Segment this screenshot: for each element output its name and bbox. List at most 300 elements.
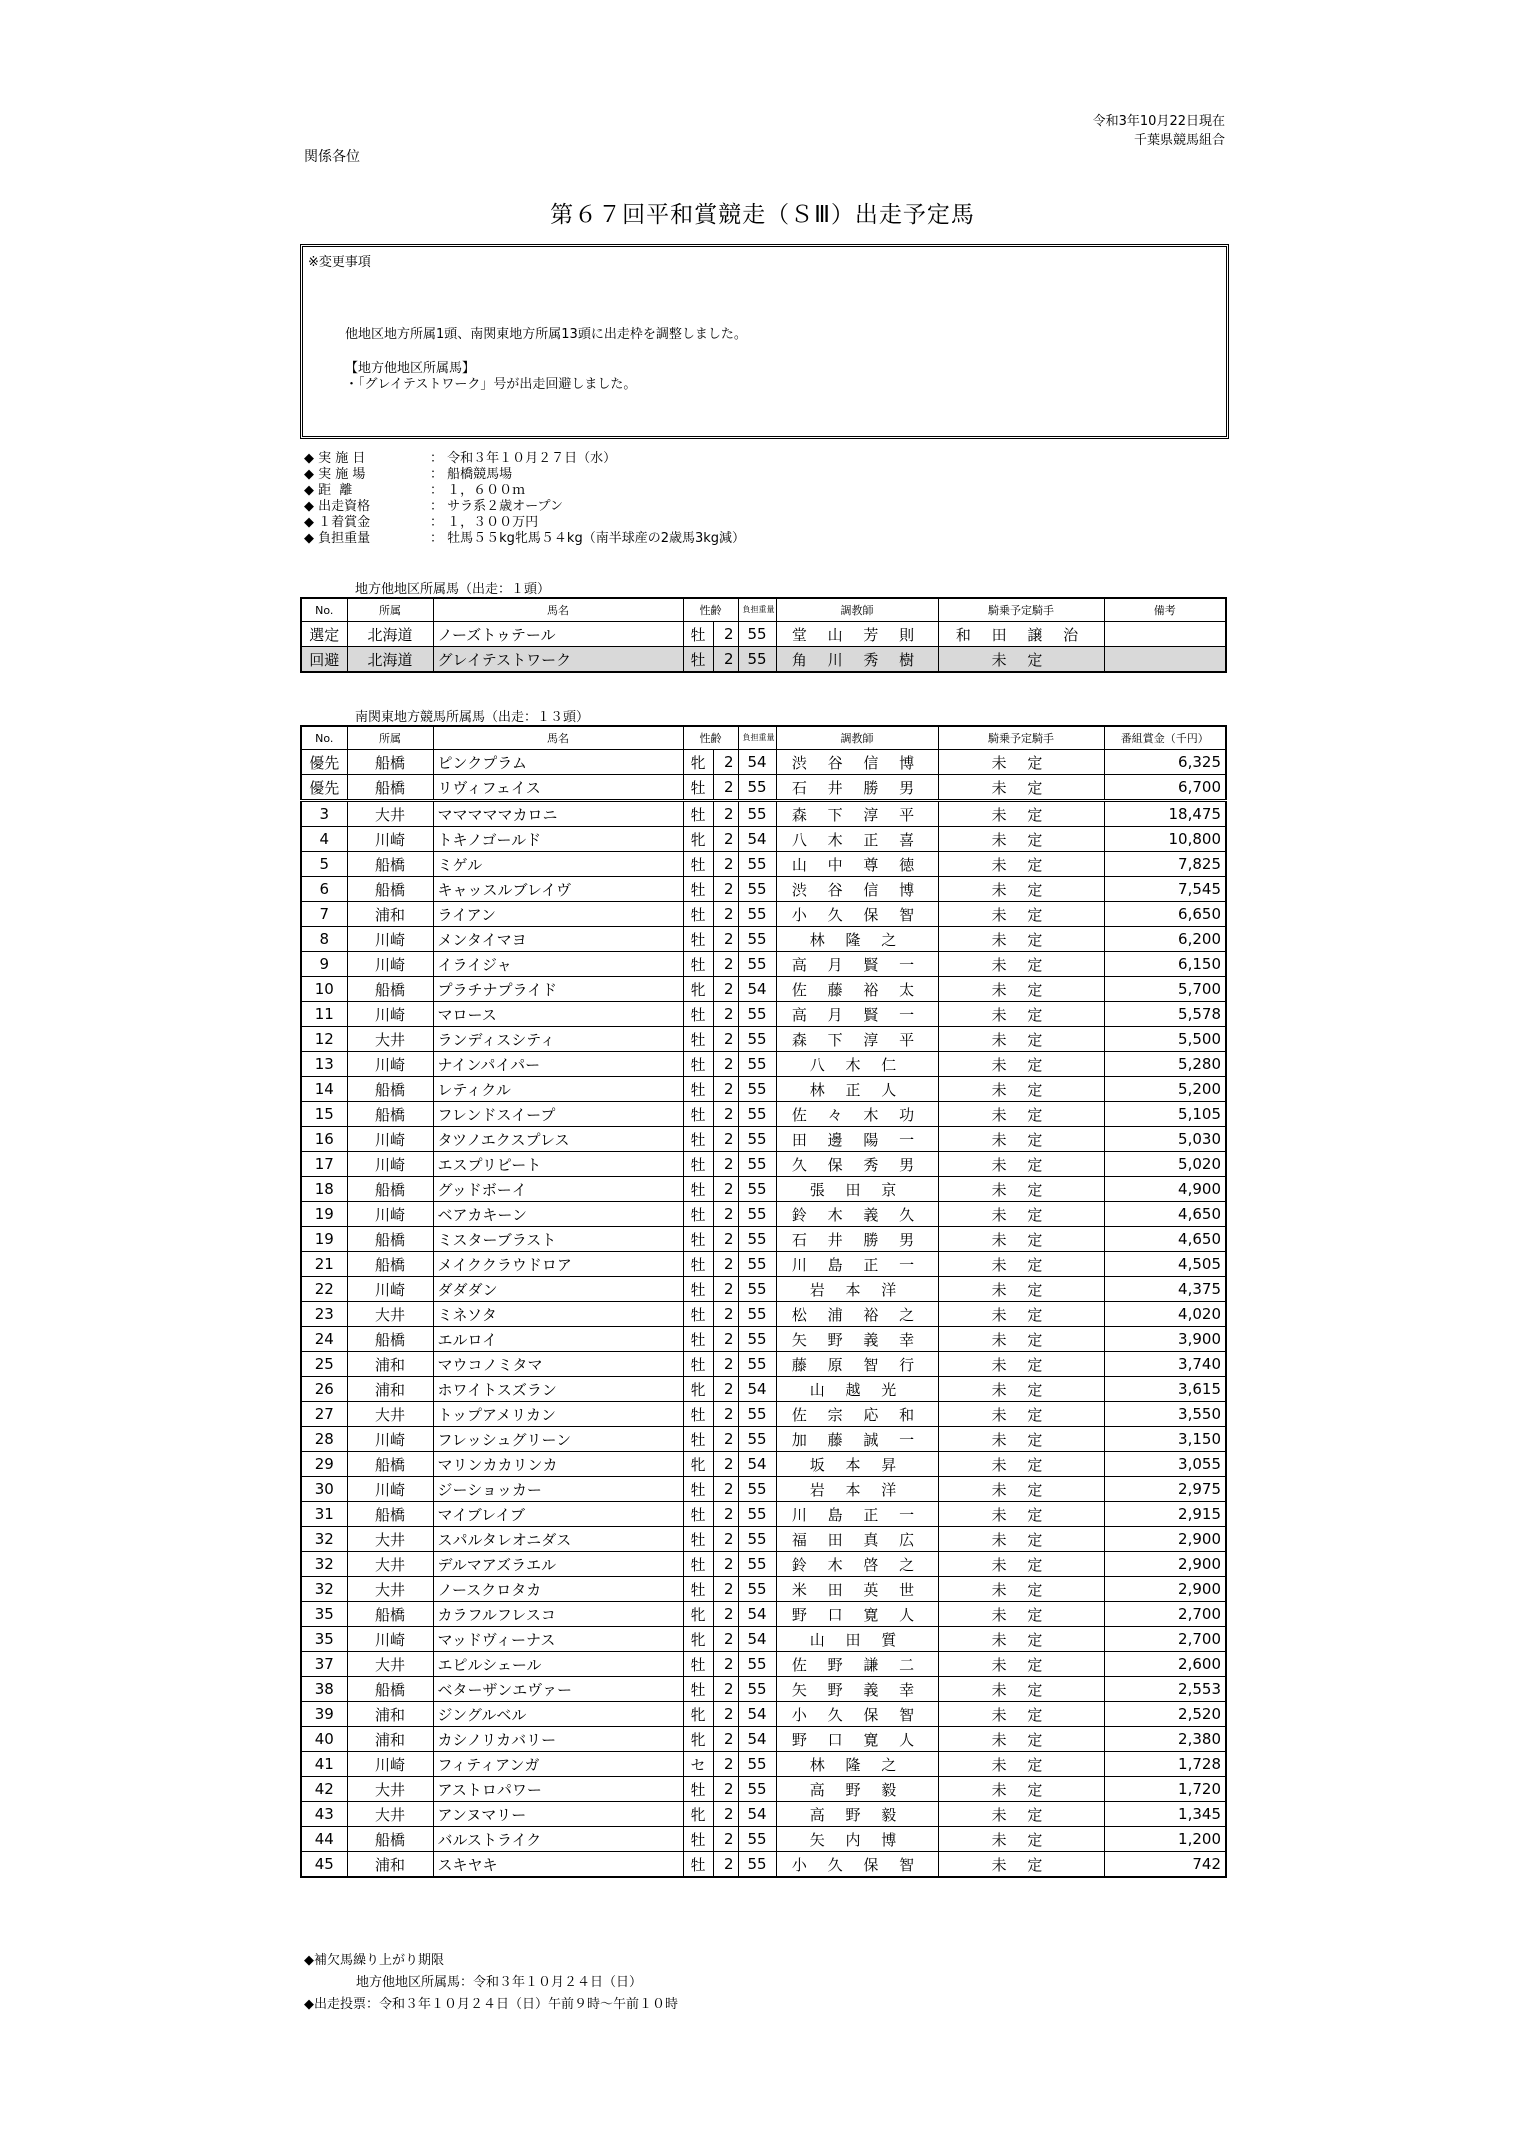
row-trainer: 矢 野 義 幸 <box>776 1677 938 1702</box>
table-row <box>301 1127 1226 1152</box>
row-jockey: 未 定 <box>938 1677 1104 1702</box>
other-region-table <box>300 597 1227 673</box>
row-prize: 5,030 <box>1104 1127 1226 1152</box>
row-affiliation: 船橋 <box>347 1177 433 1202</box>
row-trainer: 八 木 正 喜 <box>776 827 938 852</box>
table-row <box>301 1627 1226 1652</box>
row-weight: 55 <box>738 1202 776 1227</box>
header-cell: 負担重量 <box>738 598 776 622</box>
row-no: 31 <box>301 1502 347 1527</box>
row-horse-name: マロース <box>433 1002 683 1027</box>
row-affiliation: 川崎 <box>347 952 433 977</box>
row-prize: 5,105 <box>1104 1102 1226 1127</box>
table-row <box>301 1277 1226 1302</box>
row-weight: 55 <box>738 852 776 877</box>
row-weight: 55 <box>738 1477 776 1502</box>
row-weight: 55 <box>738 1177 776 1202</box>
table-row <box>301 1227 1226 1252</box>
info-row <box>304 483 745 499</box>
row-weight: 55 <box>738 1402 776 1427</box>
row-trainer: 高 野 毅 <box>776 1777 938 1802</box>
table-row <box>301 750 1226 775</box>
table-row <box>301 622 1226 647</box>
header-date-org <box>1050 112 1225 150</box>
row-sex: 牡 <box>683 1052 713 1077</box>
row-no: 32 <box>301 1552 347 1577</box>
table-row <box>301 647 1226 673</box>
row-sex: 牝 <box>683 750 713 775</box>
row-horse-name: バルストライク <box>433 1827 683 1852</box>
row-sex: 牡 <box>683 1252 713 1277</box>
row-horse-name: トキノゴールド <box>433 827 683 852</box>
row-horse-name: マッドヴィーナス <box>433 1627 683 1652</box>
row-prize: 6,150 <box>1104 952 1226 977</box>
row-no: 19 <box>301 1202 347 1227</box>
row-trainer: 藤 原 智 行 <box>776 1352 938 1377</box>
row-sex: 牡 <box>683 622 713 647</box>
row-weight: 55 <box>738 1227 776 1252</box>
row-no: 35 <box>301 1602 347 1627</box>
row-affiliation: 川崎 <box>347 1627 433 1652</box>
table-row <box>301 1502 1226 1527</box>
row-affiliation: 川崎 <box>347 1002 433 1027</box>
row-sex: 牡 <box>683 775 713 801</box>
info-row <box>304 467 745 483</box>
row-horse-name: マリンカカリンカ <box>433 1452 683 1477</box>
row-horse-name: アンヌマリー <box>433 1802 683 1827</box>
row-weight: 55 <box>738 952 776 977</box>
row-horse-name: ナインパイパー <box>433 1052 683 1077</box>
row-age: 2 <box>713 1427 738 1452</box>
row-age: 2 <box>713 827 738 852</box>
row-no: 27 <box>301 1402 347 1427</box>
row-jockey: 未 定 <box>938 1252 1104 1277</box>
row-prize: 2,915 <box>1104 1502 1226 1527</box>
row-trainer: 小 久 保 智 <box>776 902 938 927</box>
info-value: ： 令和３年１０月２７日（水） <box>430 451 617 466</box>
info-row <box>304 531 745 547</box>
row-horse-name: ミゲル <box>433 852 683 877</box>
south-kanto-table <box>300 725 1227 1878</box>
row-trainer: 渋 谷 信 博 <box>776 750 938 775</box>
row-horse-name: マママママカロニ <box>433 801 683 827</box>
row-age: 2 <box>713 1302 738 1327</box>
table-row <box>301 1777 1226 1802</box>
row-sex: 牡 <box>683 1302 713 1327</box>
row-no: 42 <box>301 1777 347 1802</box>
row-trainer: 米 田 英 世 <box>776 1577 938 1602</box>
row-jockey: 未 定 <box>938 1577 1104 1602</box>
table-row <box>301 1352 1226 1377</box>
row-weight: 55 <box>738 1027 776 1052</box>
row-weight: 55 <box>738 877 776 902</box>
row-prize: 5,500 <box>1104 1027 1226 1052</box>
row-weight: 54 <box>738 750 776 775</box>
row-prize: 4,505 <box>1104 1252 1226 1277</box>
row-no: 44 <box>301 1827 347 1852</box>
header-cell: No. <box>301 598 347 622</box>
row-horse-name: ダダダン <box>433 1277 683 1302</box>
row-trainer: 山 越 光 <box>776 1377 938 1402</box>
row-prize: 1,345 <box>1104 1802 1226 1827</box>
row-horse-name: ノーズトゥテール <box>433 622 683 647</box>
row-weight: 54 <box>738 1802 776 1827</box>
row-no: 21 <box>301 1252 347 1277</box>
row-trainer: 森 下 淳 平 <box>776 1027 938 1052</box>
row-affiliation: 川崎 <box>347 1277 433 1302</box>
row-trainer: 石 井 勝 男 <box>776 1227 938 1252</box>
row-jockey: 未 定 <box>938 1452 1104 1477</box>
table-row <box>301 1152 1226 1177</box>
row-prize: 1,720 <box>1104 1777 1226 1802</box>
row-affiliation: 船橋 <box>347 1252 433 1277</box>
table-row <box>301 1077 1226 1102</box>
row-affiliation: 川崎 <box>347 1202 433 1227</box>
row-age: 2 <box>713 1102 738 1127</box>
info-label: ◆ 出走資格 <box>304 499 371 514</box>
row-affiliation: 船橋 <box>347 1602 433 1627</box>
row-affiliation: 川崎 <box>347 1127 433 1152</box>
row-trainer: 岩 本 洋 <box>776 1477 938 1502</box>
row-no: 19 <box>301 1227 347 1252</box>
row-prize: 5,280 <box>1104 1052 1226 1077</box>
row-no: 7 <box>301 902 347 927</box>
header-cell: 備考 <box>1104 598 1226 622</box>
row-age: 2 <box>713 1027 738 1052</box>
row-sex: 牡 <box>683 1202 713 1227</box>
row-jockey: 未 定 <box>938 1102 1104 1127</box>
row-prize: 2,520 <box>1104 1702 1226 1727</box>
row-sex: 牝 <box>683 977 713 1002</box>
row-age: 2 <box>713 877 738 902</box>
row-trainer: 林 隆 之 <box>776 927 938 952</box>
row-no: 優先 <box>301 775 347 801</box>
info-label: ◆ 負担重量 <box>304 531 371 546</box>
row-jockey: 未 定 <box>938 827 1104 852</box>
row-weight: 54 <box>738 977 776 1002</box>
row-age: 2 <box>713 1352 738 1377</box>
footer-line: 地方他地区所属馬：令和３年１０月２４日（日） <box>356 1975 643 1990</box>
row-sex: 牡 <box>683 1102 713 1127</box>
row-trainer: 野 口 寛 人 <box>776 1727 938 1752</box>
row-affiliation: 大井 <box>347 1652 433 1677</box>
row-trainer: 林 正 人 <box>776 1077 938 1102</box>
row-weight: 54 <box>738 1602 776 1627</box>
row-weight: 55 <box>738 1152 776 1177</box>
header-cell: 騎乗予定騎手 <box>938 726 1104 750</box>
row-no: 5 <box>301 852 347 877</box>
row-trainer: 久 保 秀 男 <box>776 1152 938 1177</box>
row-affiliation: 浦和 <box>347 1702 433 1727</box>
row-trainer: 小 久 保 智 <box>776 1702 938 1727</box>
row-weight: 54 <box>738 1702 776 1727</box>
row-remarks <box>1104 647 1226 673</box>
row-horse-name: ミスターブラスト <box>433 1227 683 1252</box>
row-trainer: 岩 本 洋 <box>776 1277 938 1302</box>
row-affiliation: 大井 <box>347 1802 433 1827</box>
info-value: ： 牡馬５５kg牝馬５４kg（南半球産の2歳馬3kg減） <box>430 531 746 546</box>
row-sex: 牡 <box>683 801 713 827</box>
row-weight: 55 <box>738 1552 776 1577</box>
row-trainer: 田 邊 陽 一 <box>776 1127 938 1152</box>
row-horse-name: ランディスシティ <box>433 1027 683 1052</box>
row-sex: 牡 <box>683 1652 713 1677</box>
row-jockey: 未 定 <box>938 1652 1104 1677</box>
row-affiliation: 浦和 <box>347 1377 433 1402</box>
table-row <box>301 1377 1226 1402</box>
row-sex: 牝 <box>683 1602 713 1627</box>
row-sex: 牡 <box>683 1177 713 1202</box>
row-horse-name: スキヤキ <box>433 1852 683 1878</box>
row-trainer: 佐 宗 応 和 <box>776 1402 938 1427</box>
addressee: 関係各位 <box>304 149 360 165</box>
row-affiliation: 浦和 <box>347 1352 433 1377</box>
notice-line: 他地区地方所属1頭、南関東地方所属13頭に出走枠を調整しました。 <box>345 327 747 342</box>
row-weight: 55 <box>738 1427 776 1452</box>
row-weight: 55 <box>738 1752 776 1777</box>
row-sex: 牡 <box>683 1777 713 1802</box>
row-prize: 3,055 <box>1104 1452 1226 1477</box>
row-weight: 55 <box>738 1577 776 1602</box>
table-row <box>301 1752 1226 1777</box>
row-age: 2 <box>713 1852 738 1878</box>
row-jockey: 未 定 <box>938 1802 1104 1827</box>
row-sex: 牡 <box>683 1077 713 1102</box>
row-horse-name: ジーショッカー <box>433 1477 683 1502</box>
row-age: 2 <box>713 622 738 647</box>
row-sex: 牡 <box>683 1427 713 1452</box>
row-horse-name: グッドボーイ <box>433 1177 683 1202</box>
table-row <box>301 1577 1226 1602</box>
row-affiliation: 大井 <box>347 1302 433 1327</box>
row-sex: 牡 <box>683 1677 713 1702</box>
row-prize: 18,475 <box>1104 801 1226 827</box>
row-jockey: 未 定 <box>938 877 1104 902</box>
row-no: 26 <box>301 1377 347 1402</box>
row-no: 14 <box>301 1077 347 1102</box>
row-age: 2 <box>713 902 738 927</box>
row-age: 2 <box>713 977 738 1002</box>
row-horse-name: フレンドスイープ <box>433 1102 683 1127</box>
row-age: 2 <box>713 801 738 827</box>
row-sex: 牡 <box>683 1227 713 1252</box>
row-weight: 55 <box>738 622 776 647</box>
row-weight: 55 <box>738 1527 776 1552</box>
change-notice-box <box>300 244 1229 439</box>
row-age: 2 <box>713 927 738 952</box>
row-horse-name: イライジャ <box>433 952 683 977</box>
row-horse-name: ミネソタ <box>433 1302 683 1327</box>
table-row <box>301 1252 1226 1277</box>
row-age: 2 <box>713 1452 738 1477</box>
row-prize: 1,728 <box>1104 1752 1226 1777</box>
row-sex: 牡 <box>683 1827 713 1852</box>
row-no: 22 <box>301 1277 347 1302</box>
row-sex: 牡 <box>683 1327 713 1352</box>
row-prize: 2,900 <box>1104 1577 1226 1602</box>
row-prize: 10,800 <box>1104 827 1226 852</box>
row-affiliation: 浦和 <box>347 1852 433 1878</box>
row-sex: 牡 <box>683 1127 713 1152</box>
row-affiliation: 川崎 <box>347 1752 433 1777</box>
table-row <box>301 1802 1226 1827</box>
row-trainer: 山 田 質 <box>776 1627 938 1652</box>
row-jockey: 未 定 <box>938 1602 1104 1627</box>
row-affiliation: 大井 <box>347 1577 433 1602</box>
row-affiliation: 北海道 <box>347 647 433 673</box>
row-weight: 55 <box>738 902 776 927</box>
row-jockey: 未 定 <box>938 1777 1104 1802</box>
row-jockey: 未 定 <box>938 1727 1104 1752</box>
row-weight: 55 <box>738 1077 776 1102</box>
info-value: ： サラ系２歳オープン <box>430 499 563 514</box>
row-age: 2 <box>713 1827 738 1852</box>
row-trainer: 渋 谷 信 博 <box>776 877 938 902</box>
row-affiliation: 船橋 <box>347 1452 433 1477</box>
table-row <box>301 1702 1226 1727</box>
row-weight: 55 <box>738 1677 776 1702</box>
row-affiliation: 大井 <box>347 1777 433 1802</box>
row-sex: 牡 <box>683 1352 713 1377</box>
row-jockey: 未 定 <box>938 1077 1104 1102</box>
row-jockey: 未 定 <box>938 1127 1104 1152</box>
row-no: 28 <box>301 1427 347 1452</box>
info-label: ◆ 実 施 日 <box>304 451 366 466</box>
row-age: 2 <box>713 952 738 977</box>
table-row <box>301 977 1226 1002</box>
row-affiliation: 船橋 <box>347 1502 433 1527</box>
info-value: ： １，３００万円 <box>430 515 539 530</box>
row-trainer: 坂 本 昇 <box>776 1452 938 1477</box>
row-age: 2 <box>713 1177 738 1202</box>
row-age: 2 <box>713 1277 738 1302</box>
row-no: 32 <box>301 1527 347 1552</box>
row-prize: 5,200 <box>1104 1077 1226 1102</box>
row-jockey: 未 定 <box>938 1427 1104 1452</box>
row-horse-name: リヴィフェイス <box>433 775 683 801</box>
table-row <box>301 927 1226 952</box>
row-age: 2 <box>713 1577 738 1602</box>
row-jockey: 未 定 <box>938 1352 1104 1377</box>
row-prize: 3,550 <box>1104 1402 1226 1427</box>
row-horse-name: ベアカキーン <box>433 1202 683 1227</box>
row-jockey: 未 定 <box>938 902 1104 927</box>
row-no: 6 <box>301 877 347 902</box>
row-prize: 2,700 <box>1104 1627 1226 1652</box>
row-jockey: 未 定 <box>938 952 1104 977</box>
row-sex: 牡 <box>683 1852 713 1878</box>
row-trainer: 矢 内 博 <box>776 1827 938 1852</box>
row-affiliation: 船橋 <box>347 877 433 902</box>
row-affiliation: 川崎 <box>347 1052 433 1077</box>
header-cell: 番組賞金（千円） <box>1104 726 1226 750</box>
row-sex: 牡 <box>683 1552 713 1577</box>
table-row <box>301 801 1226 827</box>
row-no: 10 <box>301 977 347 1002</box>
row-no: 38 <box>301 1677 347 1702</box>
row-weight: 55 <box>738 647 776 673</box>
row-horse-name: メンタイマヨ <box>433 927 683 952</box>
row-trainer: 森 下 淳 平 <box>776 801 938 827</box>
footer-notes <box>304 1950 678 2016</box>
row-weight: 55 <box>738 1652 776 1677</box>
row-no: 9 <box>301 952 347 977</box>
row-affiliation: 船橋 <box>347 852 433 877</box>
row-jockey: 未 定 <box>938 750 1104 775</box>
header-cell: 所属 <box>347 598 433 622</box>
row-sex: 牝 <box>683 1452 713 1477</box>
row-no: 12 <box>301 1027 347 1052</box>
table-row <box>301 1727 1226 1752</box>
row-no: 30 <box>301 1477 347 1502</box>
row-age: 2 <box>713 1552 738 1577</box>
row-trainer: 鈴 木 義 久 <box>776 1202 938 1227</box>
row-prize: 5,020 <box>1104 1152 1226 1177</box>
row-sex: 牡 <box>683 1577 713 1602</box>
row-trainer: 野 口 寛 人 <box>776 1602 938 1627</box>
row-jockey: 未 定 <box>938 1402 1104 1427</box>
row-jockey: 未 定 <box>938 1327 1104 1352</box>
row-horse-name: ベターザンエヴァー <box>433 1677 683 1702</box>
table-row <box>301 1177 1226 1202</box>
row-sex: 牡 <box>683 1502 713 1527</box>
row-age: 2 <box>713 647 738 673</box>
row-age: 2 <box>713 1227 738 1252</box>
row-weight: 55 <box>738 1302 776 1327</box>
row-prize: 7,545 <box>1104 877 1226 902</box>
table-row <box>301 1852 1226 1878</box>
row-jockey: 未 定 <box>938 1752 1104 1777</box>
row-sex: 牝 <box>683 1702 713 1727</box>
row-affiliation: 浦和 <box>347 1727 433 1752</box>
table-row <box>301 1402 1226 1427</box>
table-row <box>301 1652 1226 1677</box>
row-affiliation: 大井 <box>347 1527 433 1552</box>
row-no: 45 <box>301 1852 347 1878</box>
row-horse-name: トップアメリカン <box>433 1402 683 1427</box>
race-info <box>304 451 745 547</box>
row-no: 優先 <box>301 750 347 775</box>
row-affiliation: 船橋 <box>347 775 433 801</box>
row-weight: 55 <box>738 1127 776 1152</box>
row-weight: 55 <box>738 1827 776 1852</box>
row-no: 18 <box>301 1177 347 1202</box>
row-no: 4 <box>301 827 347 852</box>
table-header <box>301 726 1226 750</box>
row-trainer: 小 久 保 智 <box>776 1852 938 1878</box>
row-jockey: 未 定 <box>938 1002 1104 1027</box>
row-no: 25 <box>301 1352 347 1377</box>
row-weight: 55 <box>738 1852 776 1878</box>
row-sex: 牡 <box>683 927 713 952</box>
row-horse-name: マイブレイブ <box>433 1502 683 1527</box>
row-affiliation: 船橋 <box>347 1827 433 1852</box>
row-prize: 4,900 <box>1104 1177 1226 1202</box>
row-horse-name: グレイテストワーク <box>433 647 683 673</box>
table-row <box>301 1552 1226 1577</box>
row-age: 2 <box>713 1502 738 1527</box>
row-prize: 7,825 <box>1104 852 1226 877</box>
row-horse-name: フレッシュグリーン <box>433 1427 683 1452</box>
notice-heading: ※変更事項 <box>308 255 371 270</box>
row-jockey: 未 定 <box>938 852 1104 877</box>
info-row <box>304 515 745 531</box>
row-remarks <box>1104 622 1226 647</box>
row-jockey: 未 定 <box>938 977 1104 1002</box>
row-horse-name: ピンクプラム <box>433 750 683 775</box>
row-horse-name: デルマアズラエル <box>433 1552 683 1577</box>
table-row <box>301 1327 1226 1352</box>
